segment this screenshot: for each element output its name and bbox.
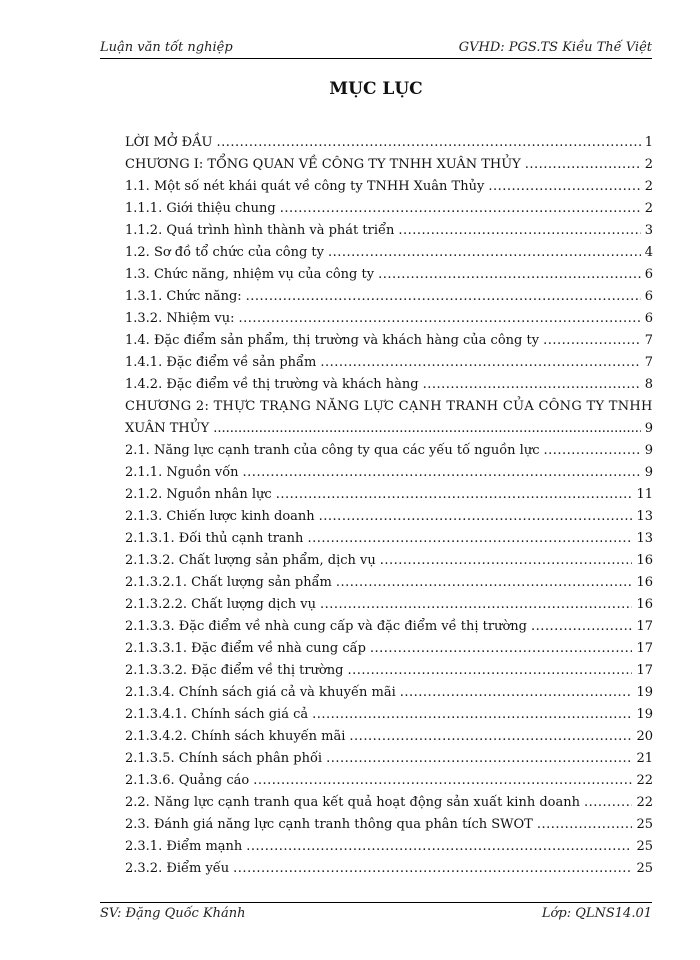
toc-entry[interactable]: 2.1.3.4.1. Chính sách giá cả ..... 19 bbox=[125, 704, 653, 726]
toc-entry[interactable]: 2.1.3.1. Đối thủ cạnh tranh ..... 13 bbox=[125, 528, 653, 550]
footer-student: SV: Đặng Quốc Khánh bbox=[100, 906, 246, 921]
toc-entry[interactable]: 1.4.1. Đặc điểm về sản phẩm ..... 7 bbox=[125, 352, 653, 374]
page-footer bbox=[100, 902, 652, 921]
toc-entry[interactable]: 1.2. Sơ đồ tổ chức của công ty ..... 4 bbox=[125, 242, 653, 264]
toc-entry[interactable]: 2.1. Năng lực cạnh tranh của công ty qua các yếu tố nguồn lực ..... 9 bbox=[125, 440, 653, 462]
toc-entry-chapter-2-line2[interactable]: XUÂN THỦY ..... 9 bbox=[125, 418, 653, 440]
toc-entry-chapter-2-line1[interactable]: CHƯƠNG 2: THỰC TRẠNG NĂNG LỰC CẠNH TRANH CỦA CÔNG TY TNHH bbox=[125, 399, 653, 414]
toc-entry[interactable]: 1.4. Đặc điểm sản phẩm, thị trường và khách hàng của công ty ..... 7 bbox=[125, 330, 653, 352]
toc-entry[interactable]: 2.2. Năng lực cạnh tranh qua kết quả hoạt động sản xuất kinh doanh ..... 22 bbox=[125, 792, 653, 814]
toc-entry[interactable]: 1.3. Chức năng, nhiệm vụ của công ty ..... 6 bbox=[125, 264, 653, 286]
toc-entry[interactable]: 1.4.2. Đặc điểm về thị trường và khách hàng ..... 8 bbox=[125, 374, 653, 396]
toc-entry[interactable]: 1.1. Một số nét khái quát về công ty TNHH Xuân Thủy ..... 2 bbox=[125, 176, 653, 198]
page-header bbox=[100, 40, 652, 59]
toc-entry[interactable]: 2.1.3.4. Chính sách giá cả và khuyến mãi ..... 19 bbox=[125, 682, 653, 704]
page-title: MỤC LỤC bbox=[329, 79, 423, 99]
toc-entry[interactable]: LỜI MỞ ĐẦU ..... 1 bbox=[125, 132, 653, 154]
toc-entry[interactable]: 2.1.3.4.2. Chính sách khuyến mãi ..... 20 bbox=[125, 726, 653, 748]
toc-entry[interactable]: 2.1.3.3.1. Đặc điểm về nhà cung cấp ..... 17 bbox=[125, 638, 653, 660]
toc-entry[interactable]: 2.1.3.3.2. Đặc điểm về thị trường ..... 17 bbox=[125, 660, 653, 682]
footer-class: Lớp: QLNS14.01 bbox=[541, 906, 652, 921]
toc-entry[interactable]: 2.1.3.2.2. Chất lượng dịch vụ ..... 16 bbox=[125, 594, 653, 616]
toc-entry[interactable]: 2.1.3.5. Chính sách phân phối ..... 21 bbox=[125, 748, 653, 770]
toc-entry[interactable]: 2.3.2. Điểm yếu ..... 25 bbox=[125, 858, 653, 880]
toc-entry[interactable]: 1.3.2. Nhiệm vụ: ..... 6 bbox=[125, 308, 653, 330]
header-advisor: GVHD: PGS.TS Kiều Thế Việt bbox=[458, 40, 652, 55]
toc-entry[interactable]: 2.1.3. Chiến lược kinh doanh ..... 13 bbox=[125, 506, 653, 528]
toc-entry[interactable]: 2.1.3.3. Đặc điểm về nhà cung cấp và đặc điểm về thị trường ..... 17 bbox=[125, 616, 653, 638]
toc-entry[interactable]: 2.3.1. Điểm mạnh ..... 25 bbox=[125, 836, 653, 858]
toc-entry[interactable]: 1.1.1. Giới thiệu chung ..... 2 bbox=[125, 198, 653, 220]
toc-entry[interactable]: CHƯƠNG I: TỔNG QUAN VỀ CÔNG TY TNHH XUÂN THỦY ..... 2 bbox=[125, 154, 653, 176]
toc-entry[interactable]: 2.1.2. Nguồn nhân lực ..... 11 bbox=[125, 484, 653, 506]
toc-entry[interactable]: 1.1.2. Quá trình hình thành và phát triển ..... 3 bbox=[125, 220, 653, 242]
toc-entry[interactable]: 2.1.3.6. Quảng cáo ..... 22 bbox=[125, 770, 653, 792]
toc-entry[interactable]: 2.1.3.2.1. Chất lượng sản phẩm ..... 16 bbox=[125, 572, 653, 594]
table-of-contents bbox=[125, 132, 653, 880]
toc-entry[interactable]: 2.1.3.2. Chất lượng sản phẩm, dịch vụ ..... 16 bbox=[125, 550, 653, 572]
toc-entry[interactable]: 2.3. Đánh giá năng lực cạnh tranh thông qua phân tích SWOT ..... 25 bbox=[125, 814, 653, 836]
toc-entry[interactable]: 2.1.1. Nguồn vốn ..... 9 bbox=[125, 462, 653, 484]
toc-entry[interactable]: 1.3.1. Chức năng: ..... 6 bbox=[125, 286, 653, 308]
header-thesis-label: Luận văn tốt nghiệp bbox=[100, 40, 233, 55]
